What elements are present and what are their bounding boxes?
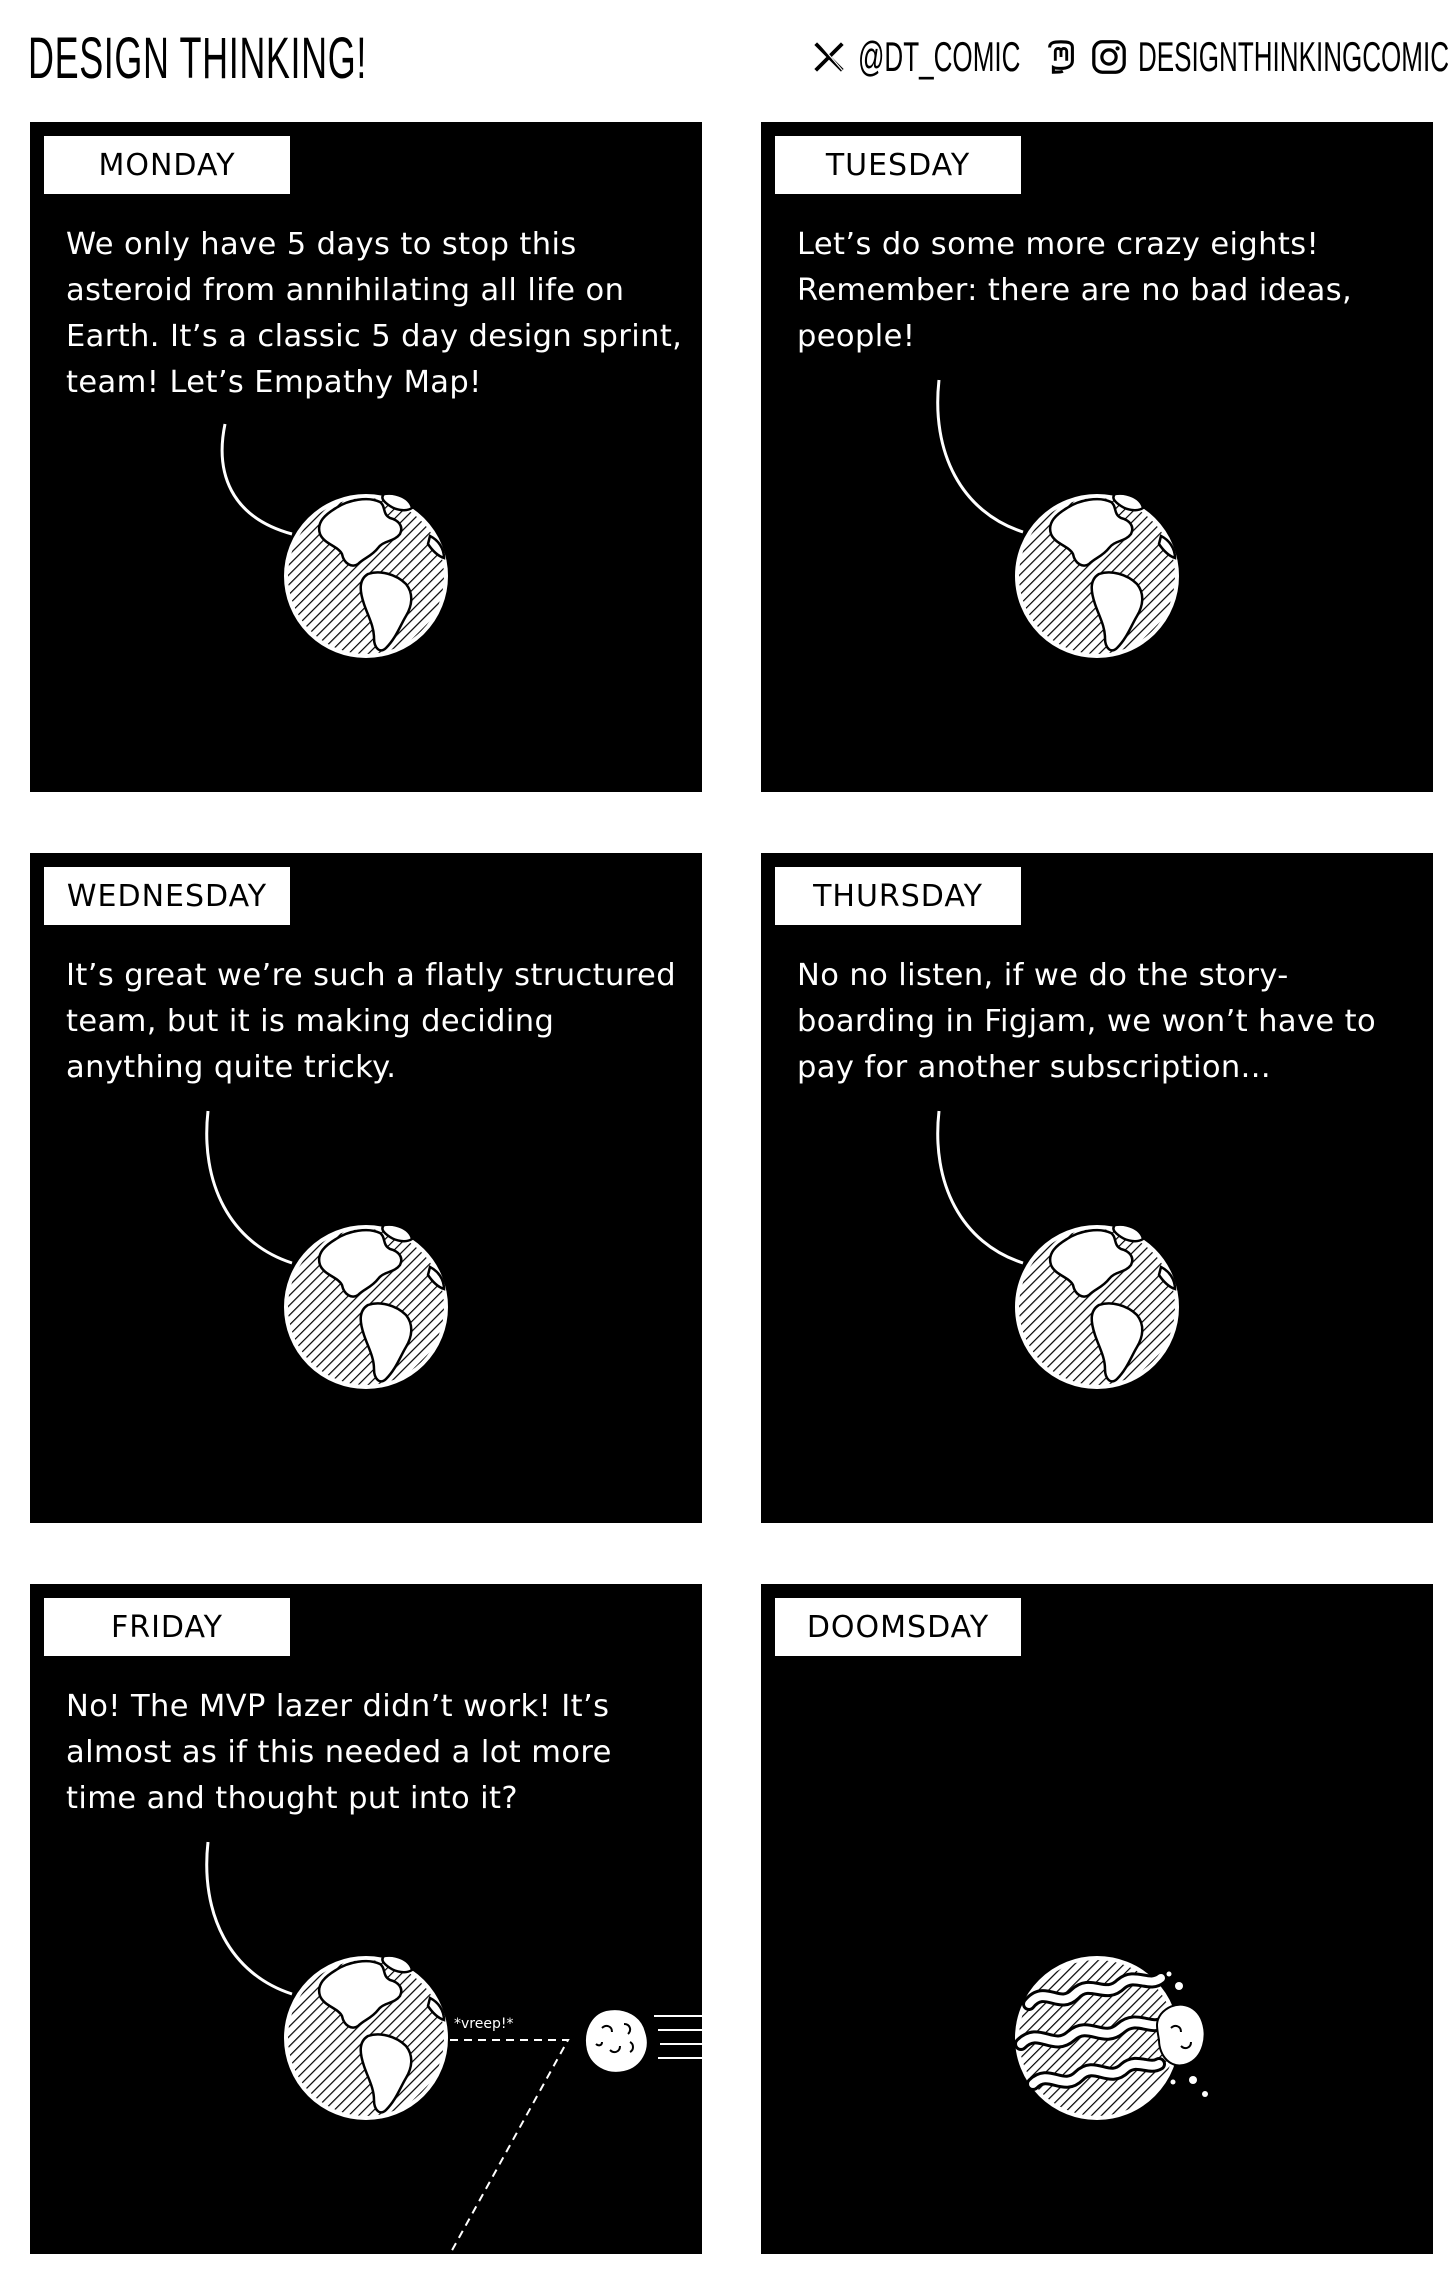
- instagram-handle: DESIGNTHINKINGCOMIC: [1138, 33, 1450, 80]
- speech-tail: [938, 380, 1023, 532]
- panel-thursday: [761, 853, 1433, 1523]
- x-logo-icon: [810, 38, 848, 76]
- sound-effect: *vreep!*: [454, 2016, 514, 2032]
- earth-scene: [30, 1584, 702, 2254]
- panel-wednesday: [30, 853, 702, 1523]
- speech-caption: We only have 5 days to stop this asteroid from annihilating all life on Earth. It’s a classic 5 day design sprint, team! Let’s Empathy Map!: [66, 227, 683, 400]
- speech-tail: [207, 1111, 292, 1263]
- day-label: DOOMSDAY: [775, 1598, 1021, 1656]
- earth-illustration: [286, 1225, 446, 1387]
- speech-caption: It’s great we’re such a flatly structured team, but it is making deciding anything quite tricky.: [66, 958, 676, 1085]
- earth-scene: [30, 853, 702, 1523]
- instagram-icon: [1090, 38, 1128, 76]
- lazer-beam: [450, 2040, 568, 2254]
- day-label: THURSDAY: [775, 867, 1021, 925]
- earth-illustration: [286, 1956, 446, 2118]
- speech-caption: No! The MVP lazer didn’t work! It’s almost as if this needed a lot more time and thought put into it?: [66, 1689, 612, 1816]
- asteroid-illustration: [585, 2009, 702, 2073]
- day-label: MONDAY: [44, 136, 290, 194]
- doomsday-scene: [761, 1584, 1433, 2254]
- speech-tail: [222, 424, 292, 534]
- day-label: FRIDAY: [44, 1598, 290, 1656]
- earth-scene: [761, 853, 1433, 1523]
- panel-monday: [30, 122, 702, 792]
- mastodon-icon: [1042, 38, 1080, 76]
- instagram-link[interactable]: [1042, 33, 1456, 80]
- speech-tail: [207, 1842, 292, 1994]
- comic-title: DESIGN THINKING!: [28, 26, 367, 91]
- speech-tail: [938, 1111, 1023, 1263]
- panel-doomsday: [761, 1584, 1433, 2254]
- twitter-handle: @DT_COMIC: [858, 33, 1021, 80]
- panel-tuesday: [761, 122, 1433, 792]
- earth-scene: [761, 122, 1433, 792]
- earth-illustration: [286, 494, 446, 656]
- speech-caption: No no listen, if we do the story-boarding in Figjam, we won’t have to pay for another subscription...: [797, 958, 1377, 1085]
- speech-caption: Let’s do some more crazy eights! Remember: there are no bad ideas, people!: [797, 227, 1353, 354]
- day-label: WEDNESDAY: [44, 867, 290, 925]
- earth-scene: [30, 122, 702, 792]
- panel-friday: [30, 1584, 702, 2254]
- destroyed-earth-illustration: [1017, 1958, 1177, 2118]
- earth-illustration: [1017, 1225, 1177, 1387]
- earth-illustration: [1017, 494, 1177, 656]
- day-label: TUESDAY: [775, 136, 1021, 194]
